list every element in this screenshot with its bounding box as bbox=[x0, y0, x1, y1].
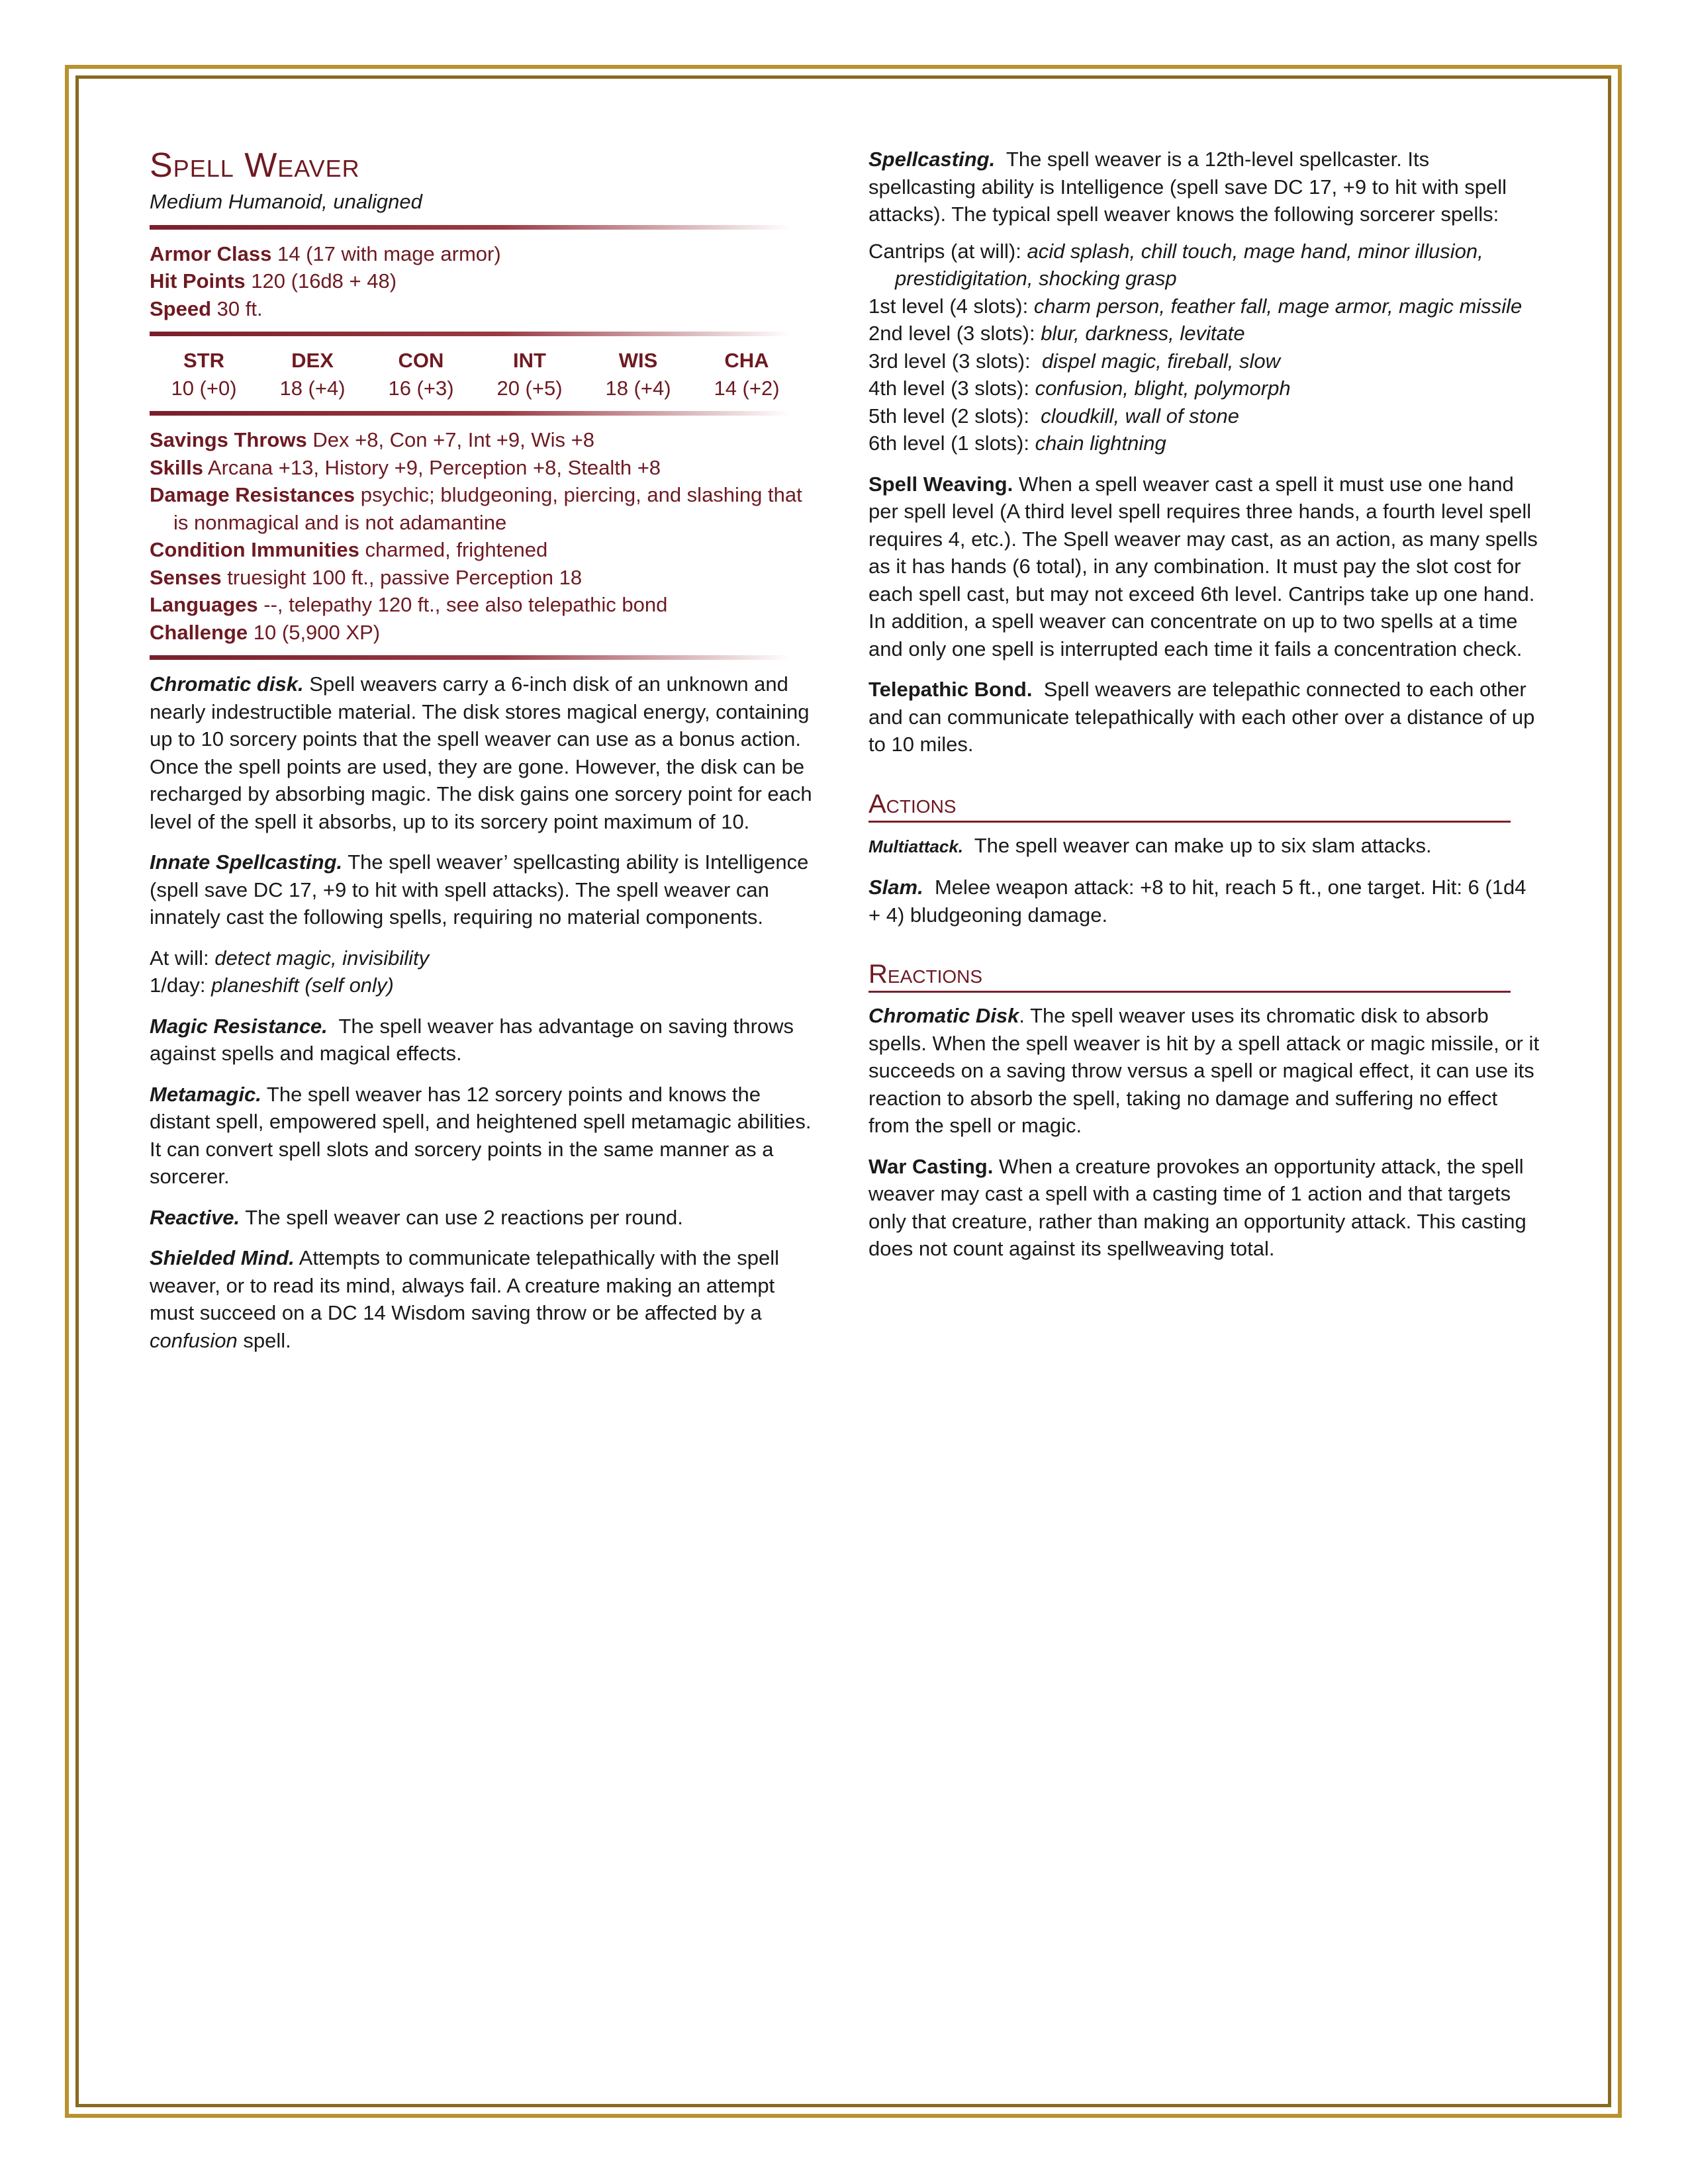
trait-name: Telepathic Bond. bbox=[868, 678, 1033, 701]
reaction-war-casting bbox=[868, 1153, 1541, 1263]
hit-points-label: Hit Points bbox=[150, 269, 246, 293]
reaction-text: . The spell weaver uses its chromatic disk to absorb spells. When the spell weaver is hit by a spell attack or magic missile, or it succeeds on a saving throw versus a spell or magical effect, it can use its reaction to absorb the spell, taking no damage and suffering no effect from the spell or magic. bbox=[868, 1004, 1540, 1137]
languages-label: Languages bbox=[150, 593, 258, 616]
ability-score: 16 (+3) bbox=[388, 376, 454, 400]
trait-magic-resistance bbox=[150, 1013, 818, 1068]
senses-label: Senses bbox=[150, 565, 222, 589]
spell-level-row bbox=[868, 320, 1541, 347]
spell-level-row bbox=[868, 375, 1541, 402]
trait-text: The spell weaver’ spellcasting ability is Intelligence (spell save DC 17, +9 to hit with spell attacks). The spell weaver can innately cast the following spells, requiring no material components. bbox=[150, 850, 809, 929]
trait-text: The spell weaver is a 12th-level spellcaster. Its spellcasting ability is Intelligence (spell save DC 17, +9 to hit with spell attacks). The typical spell weaver knows the following sorcerer spells: bbox=[868, 148, 1507, 226]
spell-list: detect magic, invisibility bbox=[214, 946, 430, 970]
innate-at-will bbox=[150, 944, 818, 972]
senses-value: truesight 100 ft., passive Perception 18 bbox=[227, 565, 583, 589]
trait-innate-spellcasting bbox=[150, 848, 818, 931]
challenge-value: 10 (5,900 XP) bbox=[253, 620, 381, 644]
languages bbox=[150, 591, 818, 619]
reaction-name: War Casting. bbox=[868, 1154, 994, 1178]
skills bbox=[150, 454, 818, 482]
damage-resistances bbox=[150, 481, 818, 536]
condition-immunities bbox=[150, 536, 818, 564]
hit-points bbox=[150, 267, 818, 295]
speed-value: 30 ft. bbox=[216, 296, 263, 320]
monster-type: Medium Humanoid, unaligned bbox=[150, 190, 422, 213]
ability-name: DEX bbox=[291, 349, 334, 372]
reactions-heading: Reactions bbox=[868, 958, 1511, 993]
spell-list: planeshift (self only) bbox=[211, 974, 394, 997]
trait-text-italic: confusion bbox=[150, 1328, 238, 1352]
spell-level-label: 1st level (4 slots): bbox=[868, 294, 1029, 318]
spell-level-row bbox=[868, 402, 1541, 430]
spell-list: acid splash, chill touch, mage hand, minor illusion, prestidigitation, shocking grasp bbox=[895, 239, 1483, 290]
divider bbox=[150, 655, 790, 660]
armor-class-label: Armor Class bbox=[150, 242, 272, 265]
ability-score: 18 (+4) bbox=[605, 376, 671, 400]
ability-name: WIS bbox=[618, 349, 658, 372]
trait-text: spell. bbox=[243, 1328, 291, 1352]
trait-name: Chromatic disk. bbox=[150, 672, 304, 696]
trait-text: When a spell weaver cast a spell it must use one hand per spell level (A third level spell requires three hands, a fourth level spell requires 4, etc.). The Spell weaver may cast, as an action, as many spells as it has hands (6 total), in any combination. It must pay the slot cost for each spell cast, but may not exceed 6th level. Cantrips take up one hand. In addition, a spell weaver can concentrate on up to two spells at a time and only one spell is interrupted each time it fails a concentration check. bbox=[868, 472, 1538, 660]
trait-text: Spell weavers carry a 6-inch disk of an unknown and nearly indestructible material. The disk stores magical energy, containing up to 10 sorcery points that the spell weaver can use as a bonus action. Once the spell points are used, they are gone. However, the disk can be recharged by absorbing magic. The disk gains one sorcery point for each level of the spell it absorbs, up to its sorcery point maximum of 10. bbox=[150, 672, 812, 833]
ability-score: 20 (+5) bbox=[496, 376, 563, 400]
divider bbox=[150, 332, 790, 336]
monster-name: Spell Weaver bbox=[150, 146, 360, 185]
condition-immunities-label: Condition Immunities bbox=[150, 538, 359, 561]
speed bbox=[150, 295, 818, 323]
ability-score: 18 (+4) bbox=[279, 376, 346, 400]
trait-telepathic-bond bbox=[868, 676, 1541, 758]
trait-name: Metamagic. bbox=[150, 1082, 261, 1106]
senses bbox=[150, 564, 818, 592]
ability-score: 10 (+0) bbox=[171, 376, 237, 400]
armor-class-value: 14 (17 with mage armor) bbox=[277, 242, 501, 265]
actions-heading: Actions bbox=[868, 788, 1511, 823]
trait-text: The spell weaver has advantage on saving throws against spells and magical effects. bbox=[150, 1014, 794, 1065]
trait-spellcasting bbox=[868, 146, 1541, 228]
action-text: Melee weapon attack: +8 to hit, reach 5 ft., one target. Hit: 6 (1d4 + 4) bludgeoning damage. bbox=[868, 876, 1526, 927]
trait-shielded-mind bbox=[150, 1244, 818, 1354]
spell-level-row bbox=[868, 238, 1541, 293]
right-column bbox=[868, 146, 1541, 1276]
ability-name: CON bbox=[398, 349, 444, 372]
trait-name: Reactive. bbox=[150, 1205, 240, 1229]
ability-name: CHA bbox=[724, 349, 769, 372]
trait-name: Innate Spellcasting. bbox=[150, 850, 343, 874]
innate-1day bbox=[150, 972, 818, 999]
spell-level-row bbox=[868, 293, 1541, 320]
saving-throws-value: Dex +8, Con +7, Int +9, Wis +8 bbox=[312, 428, 594, 451]
spell-level-label: Cantrips (at will): bbox=[868, 239, 1021, 263]
challenge-label: Challenge bbox=[150, 620, 248, 644]
spell-level-label: At will: bbox=[150, 946, 209, 970]
ability-scores bbox=[150, 347, 818, 402]
spell-level-row bbox=[868, 430, 1541, 457]
challenge bbox=[150, 619, 818, 647]
damage-resistances-value: psychic; bludgeoning, piercing, and slashing that is nonmagical and is not adamantine bbox=[173, 483, 802, 534]
divider bbox=[150, 411, 790, 416]
trait-text: The spell weaver can use 2 reactions per round. bbox=[245, 1205, 683, 1229]
spell-level-label: 1/day: bbox=[150, 974, 206, 997]
reaction-name: Chromatic Disk bbox=[868, 1004, 1019, 1027]
skills-value: Arcana +13, History +9, Perception +8, Stealth +8 bbox=[207, 455, 661, 479]
trait-text: The spell weaver has 12 sorcery points and knows the distant spell, empowered spell, and heightened spell metamagic abilities. It can convert spell slots and sorcery points in the same manner as a sorcerer. bbox=[150, 1082, 812, 1188]
trait-metamagic bbox=[150, 1081, 818, 1191]
spell-level-label: 3rd level (3 slots): bbox=[868, 349, 1031, 373]
spell-list: blur, darkness, levitate bbox=[1041, 322, 1245, 345]
trait-name: Shielded Mind. bbox=[150, 1246, 295, 1269]
trait-name: Magic Resistance. bbox=[150, 1014, 328, 1038]
spell-level-label: 5th level (2 slots): bbox=[868, 404, 1029, 428]
trait-name: Spell Weaving. bbox=[868, 472, 1013, 496]
action-slam bbox=[868, 874, 1541, 929]
speed-label: Speed bbox=[150, 296, 212, 320]
ability-name: INT bbox=[513, 349, 546, 372]
trait-name: Spellcasting. bbox=[868, 148, 996, 171]
damage-resistances-label: Damage Resistances bbox=[150, 483, 355, 506]
spell-list: cloudkill, wall of stone bbox=[1041, 404, 1239, 428]
trait-reactive bbox=[150, 1204, 818, 1232]
saving-throws-label: Savings Throws bbox=[150, 428, 307, 451]
trait-spell-weaving bbox=[868, 471, 1541, 663]
reaction-text: When a creature provokes an opportunity attack, the spell weaver may cast a spell with a casting time of 1 action and that targets only that creature, rather than making an opportunity attack. This casting does not count against its spellweaving total. bbox=[868, 1154, 1526, 1260]
trait-text: Spell weavers are telepathic connected to each other and can communicate telepathically with each other over a distance of up to 10 miles. bbox=[868, 678, 1535, 756]
spell-list: chain lightning bbox=[1035, 432, 1166, 455]
languages-value: --, telepathy 120 ft., see also telepathic bond bbox=[263, 593, 668, 616]
armor-class bbox=[150, 240, 818, 268]
ability-name: STR bbox=[183, 349, 224, 372]
divider bbox=[150, 225, 790, 230]
left-column bbox=[150, 146, 818, 1367]
spell-level-label: 2nd level (3 slots): bbox=[868, 322, 1035, 345]
spell-level-label: 4th level (3 slots): bbox=[868, 377, 1029, 400]
condition-immunities-value: charmed, frightened bbox=[365, 538, 548, 561]
spell-level-label: 6th level (1 slots): bbox=[868, 432, 1029, 455]
spell-list: confusion, blight, polymorph bbox=[1035, 377, 1291, 400]
trait-text: Attempts to communicate telepathically with the spell weaver, or to read its mind, always fail. A creature making an attempt must succeed on a DC 14 Wisdom saving throw or be affected by a bbox=[150, 1246, 780, 1324]
reaction-chromatic-disk bbox=[868, 1002, 1541, 1140]
action-text: The spell weaver can make up to six slam attacks. bbox=[974, 833, 1432, 857]
skills-label: Skills bbox=[150, 455, 203, 479]
trait-chromatic-disk bbox=[150, 670, 818, 835]
saving-throws bbox=[150, 426, 818, 454]
ability-score: 14 (+2) bbox=[714, 376, 780, 400]
hit-points-value: 120 (16d8 + 48) bbox=[251, 269, 397, 293]
action-name: Multiattack. bbox=[868, 836, 964, 856]
spell-level-row bbox=[868, 347, 1541, 375]
spell-list: charm person, feather fall, mage armor, magic missile bbox=[1033, 294, 1523, 318]
action-multiattack bbox=[868, 832, 1541, 861]
action-name: Slam. bbox=[868, 876, 923, 899]
spell-list: dispel magic, fireball, slow bbox=[1041, 349, 1280, 373]
